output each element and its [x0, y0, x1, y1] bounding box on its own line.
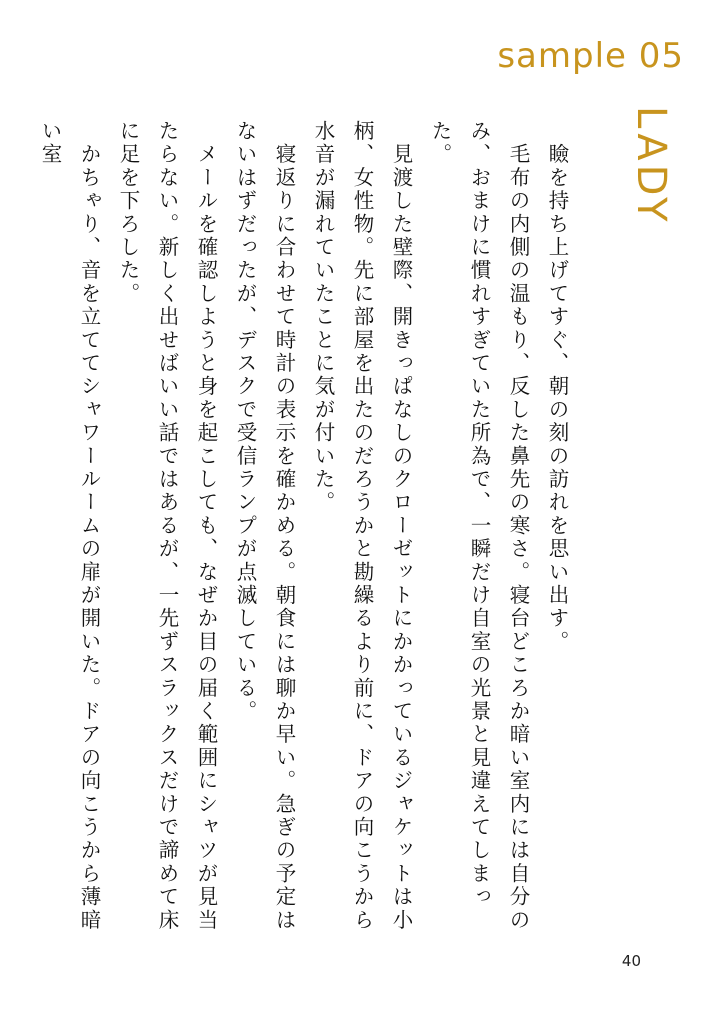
- paragraph: メールを確認しようと身を起こしても、なぜか目の届く範囲にシャツが見当たらない。新しく出せばいい話ではあるが、一先ずスラックスだけで諦めて床に足を下ろした。: [116, 120, 218, 932]
- chapter-title: LADY: [628, 106, 674, 226]
- body-text: [38, 120, 576, 940]
- paragraph: 寝返りに合わせて時計の表示を確かめる。朝食には聊か早い。急ぎの予定はないはずだったが、デスクで受信ランプが点滅している。: [233, 120, 296, 932]
- paragraph: 瞼を持ち上げてすぐ、朝の刻の訪れを思い出す。: [545, 120, 569, 654]
- paragraph: 見渡した壁際、開きっぱなしのクローゼットにかかっているジャケットは小柄、女性物。先に部屋を出たのだろうかと勘繰るより前に、ドアの向こうから水音が漏れていたことに気が付いた。: [311, 120, 413, 932]
- paragraph: かちゃり、音を立ててシャワールームの扉が開いた。ドアの向こうから薄暗い室: [38, 120, 101, 932]
- paragraph: 毛布の内側の温もり、反した鼻先の寒さ。寝台どころか暗い室内には自分のみ、おまけに慣れすぎていた所為で、一瞬だけ自室の光景と見違えてしまった。: [428, 120, 530, 933]
- sample-label: sample 05: [497, 36, 684, 76]
- page-number: 40: [621, 952, 641, 970]
